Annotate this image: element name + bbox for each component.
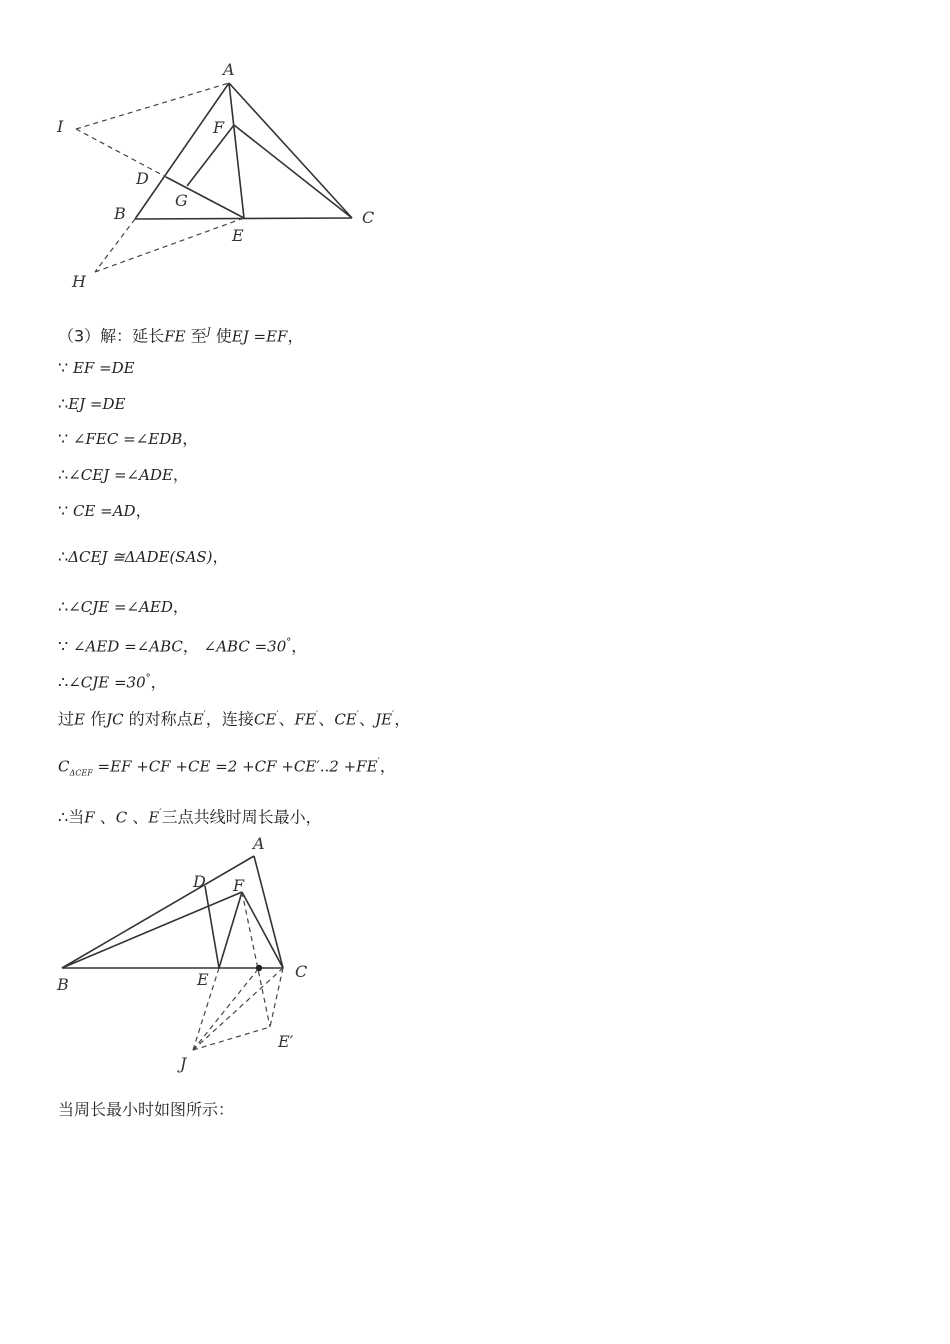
dashed-fe2 (242, 892, 270, 1027)
line-13: ∴当F 、C 、E′三点共线时周长最小， (58, 807, 322, 827)
line-8: ∴∠CJE =∠AED， (58, 597, 189, 616)
line-2: ∵ EF =DE (58, 358, 135, 377)
label-e: E (197, 970, 209, 989)
label-d: D (136, 169, 149, 188)
label-i: I (57, 117, 64, 136)
segment-de (205, 886, 219, 968)
dashed-id (76, 129, 166, 177)
figure-2-svg (50, 830, 330, 1080)
segment-ba (62, 856, 254, 968)
line-10: ∴∠CJE =30°， (58, 672, 167, 692)
segment-ac (254, 856, 283, 968)
label-e: E (232, 226, 244, 245)
label-f: F (233, 876, 245, 895)
line-7: ∴ΔCEJ ≅ΔADE(SAS)， (58, 547, 229, 566)
line-9: ∵ ∠AED =∠ABC， ∠ABC =30°， (58, 636, 308, 656)
label-b: B (57, 975, 69, 994)
line-3: ∴EJ =DE (58, 394, 126, 413)
intersection-point (256, 965, 262, 971)
label-h: H (72, 272, 86, 291)
line-12: $C_{\Delta CEF} =EF +CF +CE =2 +CF +CE'..2 +FE'$， (58, 756, 396, 778)
segment-fc (242, 892, 283, 968)
label-j: J (180, 1054, 187, 1073)
label-g: G (175, 191, 188, 210)
label-a: A (253, 834, 265, 853)
figure-minimal-perimeter (50, 830, 330, 1080)
label-d: D (193, 872, 206, 891)
segment-ae (229, 83, 244, 218)
label-c: C (295, 962, 308, 981)
label-e-prime: E′ (278, 1032, 294, 1051)
label-f: F (213, 118, 225, 137)
figure-1-svg (50, 55, 390, 295)
segment-fc (234, 125, 352, 218)
dashed-bh (95, 219, 135, 272)
dashed-ce2 (270, 968, 283, 1027)
label-b: B (114, 204, 126, 223)
segment-bf (62, 892, 242, 968)
line-5: ∴∠CEJ =∠ADE， (58, 465, 189, 484)
line-14: 当周长最小时如图所示： (58, 1100, 235, 1119)
label-a: A (223, 60, 235, 79)
line-1: （3）解：延长FE 至$^J$ 使EJ =EF， (58, 326, 304, 346)
line-6: ∵ CE =AD， (58, 501, 152, 520)
line-4: ∵ ∠FEC =∠EDB， (58, 429, 199, 448)
line-11: 过E 作JC 的对称点E′，连接CE′、FE′、CE′、JE′， (58, 709, 411, 729)
dashed-ia (76, 83, 229, 129)
label-c: C (362, 208, 375, 227)
dashed-je2 (193, 1027, 270, 1050)
segment-ef (219, 892, 242, 968)
figure-triangle-abc-construction (50, 55, 390, 295)
dashed-he (95, 218, 244, 272)
segment-ac (229, 83, 352, 218)
